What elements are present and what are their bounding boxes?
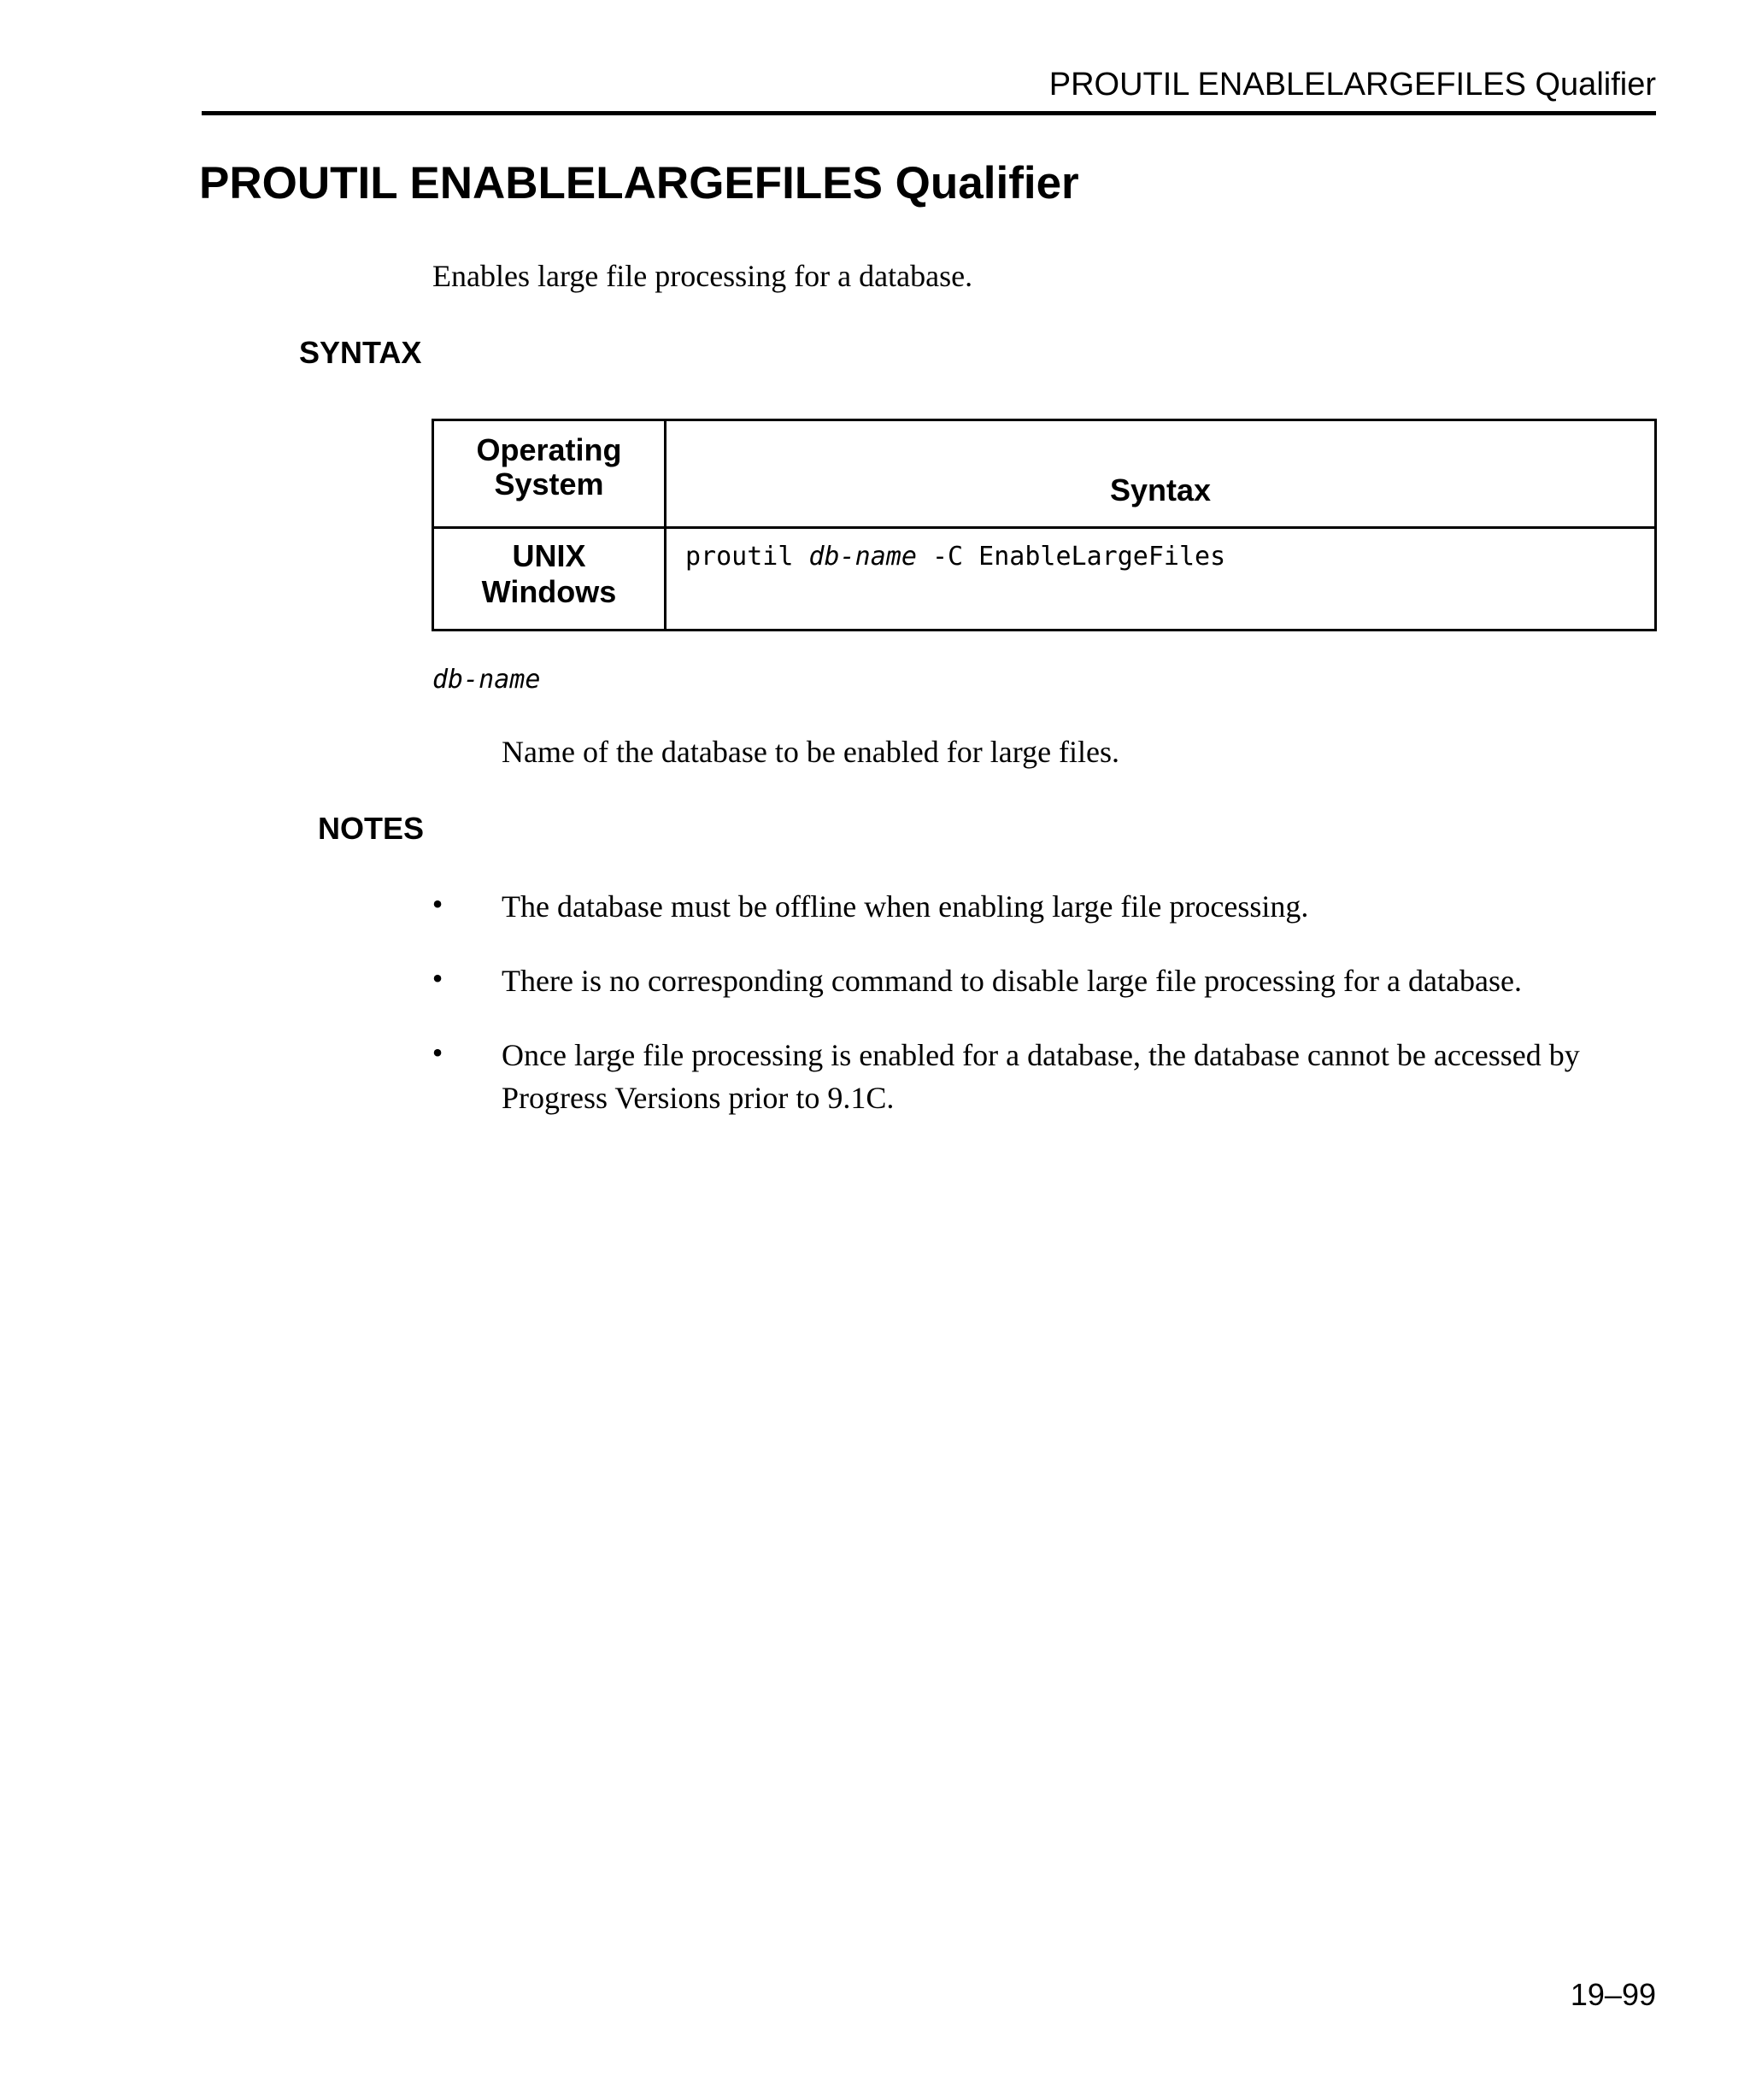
- command-parameter: db-name: [808, 542, 917, 572]
- syntax-table-header-row: [433, 420, 1656, 528]
- syntax-table: [432, 419, 1657, 631]
- notes-heading: NOTES: [318, 811, 425, 846]
- command-prefix: proutil: [685, 542, 809, 572]
- bullet-icon: •: [432, 887, 443, 921]
- parameter-term: db-name: [432, 665, 541, 695]
- page-number: 19–99: [1570, 1977, 1656, 2012]
- os-windows: Windows: [481, 574, 617, 609]
- syntax-heading: SYNTAX: [299, 335, 422, 370]
- column-header-syntax: Syntax: [666, 420, 1656, 528]
- command-suffix: -C EnableLargeFiles: [916, 542, 1226, 572]
- column-header-os-line1: Operating: [476, 432, 622, 467]
- note-text: There is no corresponding command to disable large file processing for a database.: [502, 964, 1522, 998]
- parameter-description: Name of the database to be enabled for large files.: [502, 735, 1120, 769]
- os-unix: UNIX: [512, 538, 586, 573]
- bullet-icon: •: [432, 961, 443, 995]
- table-row: [433, 528, 1656, 631]
- header-rule: [202, 111, 1656, 115]
- column-header-operating-system: [433, 420, 666, 528]
- intro-paragraph: Enables large file processing for a database.: [432, 259, 973, 293]
- syntax-command-cell: [666, 528, 1656, 631]
- note-text: Once large file processing is enabled for a database, the database cannot be accessed by Progress Versions prior to 9.1C.: [502, 1038, 1580, 1115]
- column-header-os-line2: System: [494, 466, 604, 502]
- bullet-icon: •: [432, 1035, 443, 1070]
- running-header: PROUTIL ENABLELARGEFILES Qualifier: [1048, 67, 1656, 103]
- operating-system-cell: [433, 528, 666, 631]
- page-title: PROUTIL ENABLELARGEFILES Qualifier: [199, 158, 1079, 208]
- note-text: The database must be offline when enabling large file processing.: [502, 889, 1309, 924]
